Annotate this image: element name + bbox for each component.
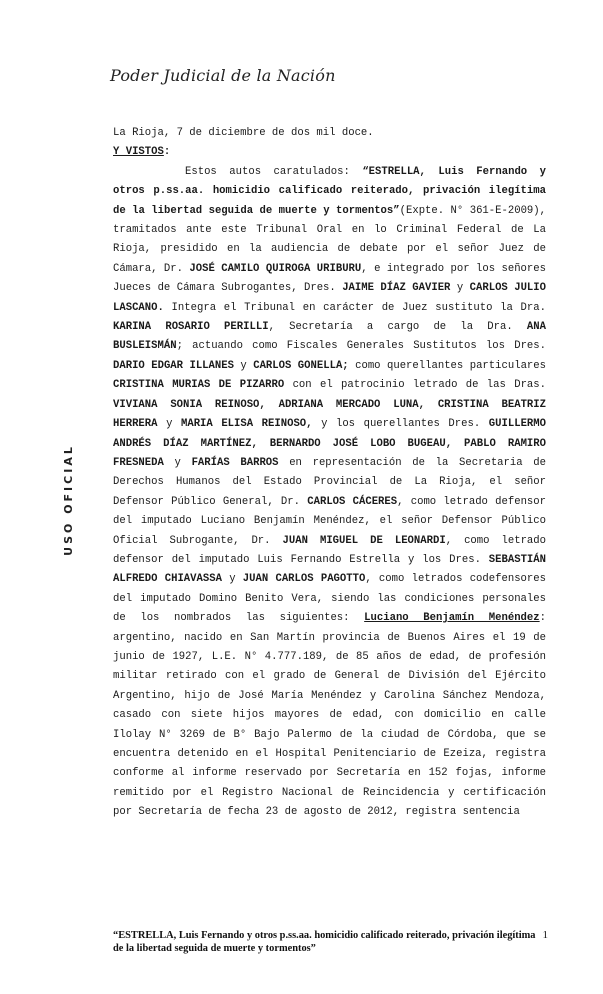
section-heading — [113, 143, 546, 162]
attorney-names: VIVIANA SONIA REINOSO, ADRIANA MERCADO LUNA, CRISTINA BEATRIZ HERRERA — [113, 398, 546, 431]
footer-case-caption: “ESTRELLA, Luis Fernando y otros p.ss.aa. homicidio calificado reiterado, privación ilegítima de la libertad seguida de muerte y tormentos” — [113, 930, 536, 954]
text-run: ; actuando como Fiscales Generales Sustitutos los Dres. — [176, 340, 546, 353]
text-run: y los querellantes Dres. — [312, 418, 489, 431]
page-number: 1 — [542, 929, 548, 941]
official-use-stamp: USO OFICIAL — [62, 444, 75, 556]
text-run: , como letrado defensor del imputado Luis Fernando Estrella y los Dres. — [113, 534, 547, 566]
main-paragraph — [113, 163, 546, 823]
text-run: y — [221, 573, 243, 586]
defender-name: CARLOS CÁCERES — [307, 495, 398, 508]
plaintiff-name: CRISTINA MURIAS DE PIZARRO — [113, 379, 285, 392]
document-body — [113, 124, 546, 823]
text-run: y — [233, 359, 254, 372]
text-run: , como letrados codefensores del imputado Domino Benito Vera, siendo las condiciones personales de los nombrados las siguientes: — [113, 573, 546, 625]
judge-name: KARINA ROSARIO PERILLI — [113, 321, 269, 334]
text-run: Estos autos caratulados: — [185, 165, 363, 178]
text-run: , Secretaría a cargo de la Dra. — [268, 321, 527, 334]
codefender-name: SEBASTIÁN ALFREDO CHIAVASSA — [113, 553, 546, 586]
text-run: , e integrado por los señores Jueces de Cámara Subrogantes, Dres. — [113, 262, 546, 295]
defendant-name: Luciano Benjamín Menéndez — [364, 612, 540, 625]
text-run: , como letrado defensor del imputado Luciano Benjamín Menéndez, el señor Defensor Público Oficial Subrogante, Dr. — [113, 495, 547, 547]
page-footer — [113, 929, 546, 955]
defender-name: JUAN MIGUEL DE LEONARDI — [282, 534, 446, 547]
institution-header: Poder Judicial de la Nación — [110, 66, 336, 85]
secretary-name: ANA BUSLEISMÁN — [113, 321, 546, 353]
codefender-name: JUAN CARLOS PAGOTTO — [242, 573, 366, 586]
date-line: La Rioja, 7 de diciembre de dos mil doce. — [113, 127, 374, 139]
heading-text: Y VISTOS — [113, 146, 164, 159]
text-run: como querellantes particulares — [348, 359, 547, 372]
text-run: y — [450, 282, 470, 295]
prosecutor-name: CARLOS GONELLA; — [253, 359, 349, 372]
text-run: (Expte. N° 361-E-2009), tramitados ante este Tribunal Oral en lo Criminal Federal de La Rioja, presidido en la audiencia de debate por el señor Juez de Cámara, Dr. — [113, 204, 546, 275]
judge-name: JOSÉ CAMILO QUIROGA URIBURU — [189, 262, 362, 275]
case-title: “ESTRELLA, Luis Fernando y otros p.ss.aa. homicidio calificado reiterado, privación ilegítima de la libertad seguida de muerte y tormentos” — [113, 165, 547, 217]
text-run: y — [157, 418, 181, 431]
text-run: y — [163, 456, 192, 469]
judge-name: JAIME DÍAZ GAVIER — [342, 282, 451, 295]
text-run: : argentino, nacido en San Martín provincia de Buenos Aires el 19 de junio de 1927, L.E. N° 4.777.189, de 85 años de edad, de profesión militar retirado con el grado de General de División del Ejército Argentino, hijo de José María Menéndez y Carolina Sánchez Mendoza, casado con siete hijos mayores de edad, con domicilio en calle Ilolay N° 3269 de B° Bajo Palermo de la ciudad de Córdoba, que se encuentra detenido en el Hospital Penitenciario de Ezeiza, registra conforme al informe reservado por Secretaría en 152 fojas, informe remitido por el Registro Nacional de Reincidencia y certificación por Secretaría de fecha 23 de agosto de 2012, registra sentencia — [113, 612, 546, 819]
plaintiff-name: FARÍAS BARROS — [191, 456, 279, 469]
heading-colon: : — [163, 146, 171, 159]
text-run: en representación de la Secretaria de Derechos Humanos del Estado Provincial de La Rioja, el señor Defensor Público General, Dr. — [113, 456, 546, 508]
prosecutor-name: DARIO EDGAR ILLANES — [113, 359, 234, 372]
attorney-name: MARIA ELISA REINOSO, — [180, 418, 313, 431]
text-run: con el patrocinio letrado de las Dras. — [284, 379, 547, 392]
plaintiff-names: GUILLERMO ANDRÉS DÍAZ MARTÍNEZ, BERNARDO JOSÉ LOBO BUGEAU, PABLO RAMIRO FRESNEDA — [113, 418, 546, 469]
judge-name: CARLOS JULIO LASCANO. — [113, 282, 546, 314]
text-run: Integra el Tribunal en carácter de Juez sustituto la Dra. — [163, 301, 546, 314]
